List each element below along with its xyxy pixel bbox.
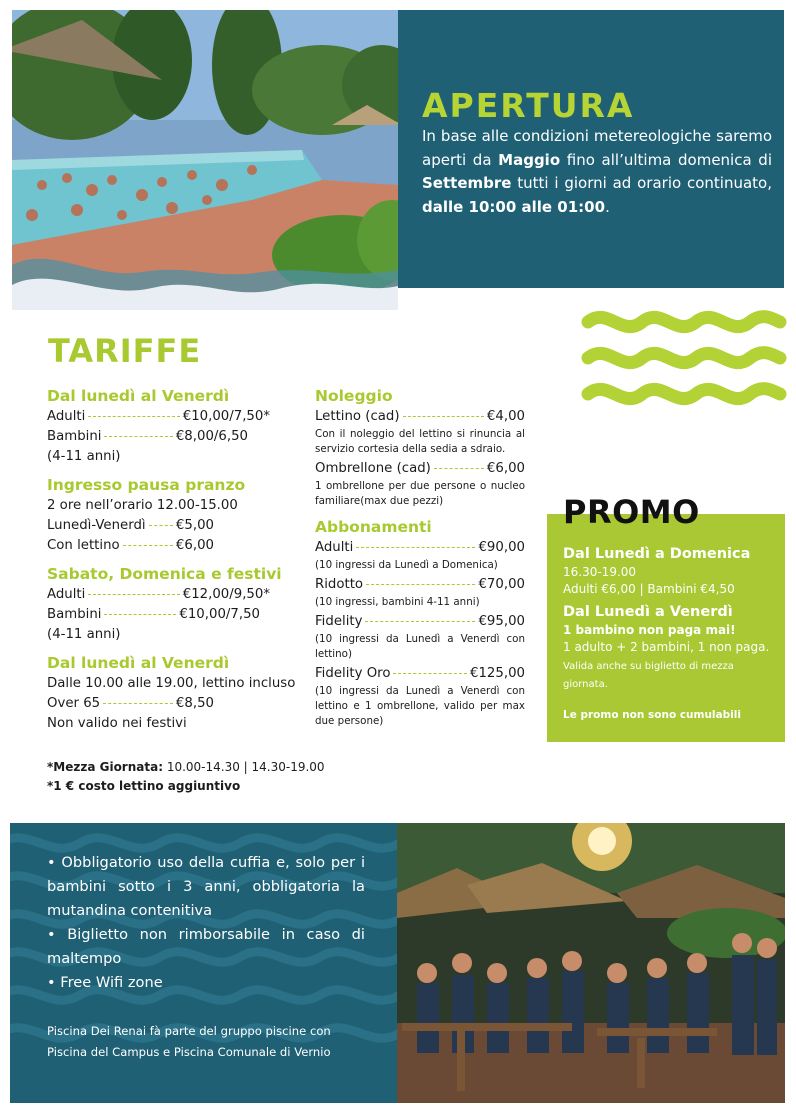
group-info-line: Piscina Dei Renai fà parte del gruppo piscine con <box>47 1024 331 1038</box>
price-row <box>315 407 525 427</box>
promo-footer: Le promo non sono cumulabili <box>563 709 741 721</box>
promo-hours: 16.30-19.00 <box>563 565 637 579</box>
dashed-leader <box>104 436 172 437</box>
price-row <box>47 585 292 605</box>
promo-heading: Dal Lunedì a Venerdì <box>563 604 733 620</box>
price-value: €70,00 <box>478 577 525 592</box>
apertura-panel <box>398 10 784 288</box>
section-heading: Ingresso pausa pranzo <box>47 476 246 494</box>
price-row <box>47 536 292 556</box>
price-row <box>47 427 292 447</box>
apertura-text-part: tutti i giorni ad orario continuato, <box>511 174 772 192</box>
price-label: Fidelity Oro <box>315 666 391 681</box>
footnote-lettino: *1 € costo lettino aggiuntivo <box>47 779 241 793</box>
dashed-leader <box>88 594 179 595</box>
price-label: Ombrellone (cad) <box>315 461 431 476</box>
pool-illustration <box>12 10 398 310</box>
apertura-month-end: Settembre <box>422 174 512 192</box>
dashed-leader <box>365 621 475 622</box>
rules-list <box>47 851 365 995</box>
price-row <box>47 516 292 536</box>
rental-note: Con il noleggio del lettino si rinuncia al servizio cortesia della sedia a sdraio. <box>315 428 525 455</box>
price-value: €12,00/9,50* <box>182 587 270 602</box>
dashed-leader <box>123 545 173 546</box>
dashed-leader <box>403 416 484 417</box>
apertura-text-part: fino all’ultima domenica di <box>560 150 772 169</box>
promo-prices: Adulti €6,00 | Bambini €4,50 <box>563 582 735 596</box>
price-value: €4,00 <box>486 409 525 424</box>
footnote-value: 10.00-14.30 | 14.30-19.00 <box>163 760 325 774</box>
rule-item: • Obbligatorio uso della cuffia e, solo per i bambini sotto i 3 anni, obbligatoria la mutandina contenitiva <box>47 854 365 919</box>
price-value: €6,00 <box>175 538 214 553</box>
age-note: (4-11 anni) <box>47 449 121 464</box>
subscription-note: (10 ingressi da Lunedì a Venerdì con lettino e 1 ombrellone, valido per max due persone) <box>315 685 525 727</box>
dashed-leader <box>149 525 173 526</box>
info-line: 2 ore nell’orario 12.00-15.00 <box>47 498 238 513</box>
info-line: Dalle 10.00 alle 19.00, lettino incluso <box>47 676 296 691</box>
tariffe-middle-column <box>315 386 525 731</box>
price-value: €125,00 <box>470 666 525 681</box>
apertura-text <box>422 125 772 219</box>
decorative-waves-icon <box>580 308 788 412</box>
footnote-mezza-giornata <box>47 760 325 774</box>
promo-text <box>563 639 775 693</box>
price-label: Bambini <box>47 607 102 622</box>
rental-note: 1 ombrellone per due persone o nucleo familiare(max due pezzi) <box>315 480 525 507</box>
section-heading: Sabato, Domenica e festivi <box>47 565 282 583</box>
price-label: Ridotto <box>315 577 364 592</box>
price-value: €8,50 <box>175 696 214 711</box>
rule-item: • Biglietto non rimborsabile in caso di maltempo <box>47 926 365 967</box>
price-label: Lunedì-Venerdì <box>47 518 146 533</box>
tariffe-left-column <box>47 386 296 734</box>
price-label: Over 65 <box>47 696 101 711</box>
price-label: Adulti <box>47 409 86 424</box>
promo-offer: 1 adulto + 2 bambini, 1 non paga. <box>563 640 770 654</box>
price-value: €8,00/6,50 <box>175 429 248 444</box>
section-heading: Dal lunedì al Venerdì <box>47 387 230 405</box>
rule-item: • Free Wifi zone <box>47 974 163 991</box>
group-info-line: Piscina del Campus e Piscina Comunale di Vernio <box>47 1045 331 1059</box>
price-label: Lettino (cad) <box>315 409 400 424</box>
price-label: Bambini <box>47 429 102 444</box>
group-info <box>47 1021 377 1063</box>
info-line: Non valido nei festivi <box>47 716 187 731</box>
price-label: Fidelity <box>315 614 363 629</box>
apertura-hours: dalle 10:00 alle 01:00 <box>422 197 606 216</box>
promo-title: PROMO <box>563 493 700 531</box>
price-value: €5,00 <box>175 518 214 533</box>
info-panel <box>10 823 397 1103</box>
apertura-title: APERTURA <box>422 86 635 125</box>
apertura-month-start: Maggio <box>498 150 561 169</box>
section-heading: Abbonamenti <box>315 518 432 536</box>
price-row <box>315 612 525 632</box>
promo-heading: Dal Lunedì a Domenica <box>563 546 751 562</box>
tariffe-title: TARIFFE <box>48 332 202 370</box>
price-value: €90,00 <box>478 540 525 555</box>
bar-illustration <box>397 823 785 1103</box>
price-row <box>315 459 525 479</box>
age-note: (4-11 anni) <box>47 627 121 642</box>
bar-photo <box>397 823 785 1103</box>
promo-highlight: 1 bambino non paga mai! <box>563 623 736 637</box>
price-label: Adulti <box>315 540 354 555</box>
price-value: €6,00 <box>486 461 525 476</box>
price-row <box>315 538 525 558</box>
price-row <box>47 407 292 427</box>
section-heading: Dal lunedì al Venerdì <box>47 654 230 672</box>
promo-content <box>563 540 775 724</box>
price-row <box>315 575 525 595</box>
promo-box <box>547 514 785 742</box>
price-value: €10,00/7,50* <box>182 409 270 424</box>
subscription-note: (10 ingressi, bambini 4-11 anni) <box>315 596 480 608</box>
dashed-leader <box>366 584 475 585</box>
subscription-note: (10 ingressi da Lunedì a Domenica) <box>315 559 498 571</box>
promo-validity: Valida anche su biglietto di mezza giornata. <box>563 661 734 690</box>
pool-photo <box>12 10 398 310</box>
dashed-leader <box>103 703 173 704</box>
price-row <box>47 605 292 625</box>
section-heading: Noleggio <box>315 387 393 405</box>
dashed-leader <box>393 673 467 674</box>
price-value: €95,00 <box>478 614 525 629</box>
price-row <box>47 694 292 714</box>
price-label: Con lettino <box>47 538 120 553</box>
dashed-leader <box>104 614 176 615</box>
footnote-label: *Mezza Giornata: <box>47 760 163 774</box>
dashed-leader <box>88 416 179 417</box>
apertura-text-part: . <box>605 197 610 216</box>
apertura-text-part: In base alle condizioni metereologiche saremo aperti da <box>422 127 772 169</box>
dashed-leader <box>434 468 484 469</box>
price-label: Adulti <box>47 587 86 602</box>
subscription-note: (10 ingressi da Lunedì a Venerdì con lettino) <box>315 633 525 660</box>
price-row <box>315 664 525 684</box>
dashed-leader <box>356 547 475 548</box>
price-value: €10,00/7,50 <box>179 607 260 622</box>
